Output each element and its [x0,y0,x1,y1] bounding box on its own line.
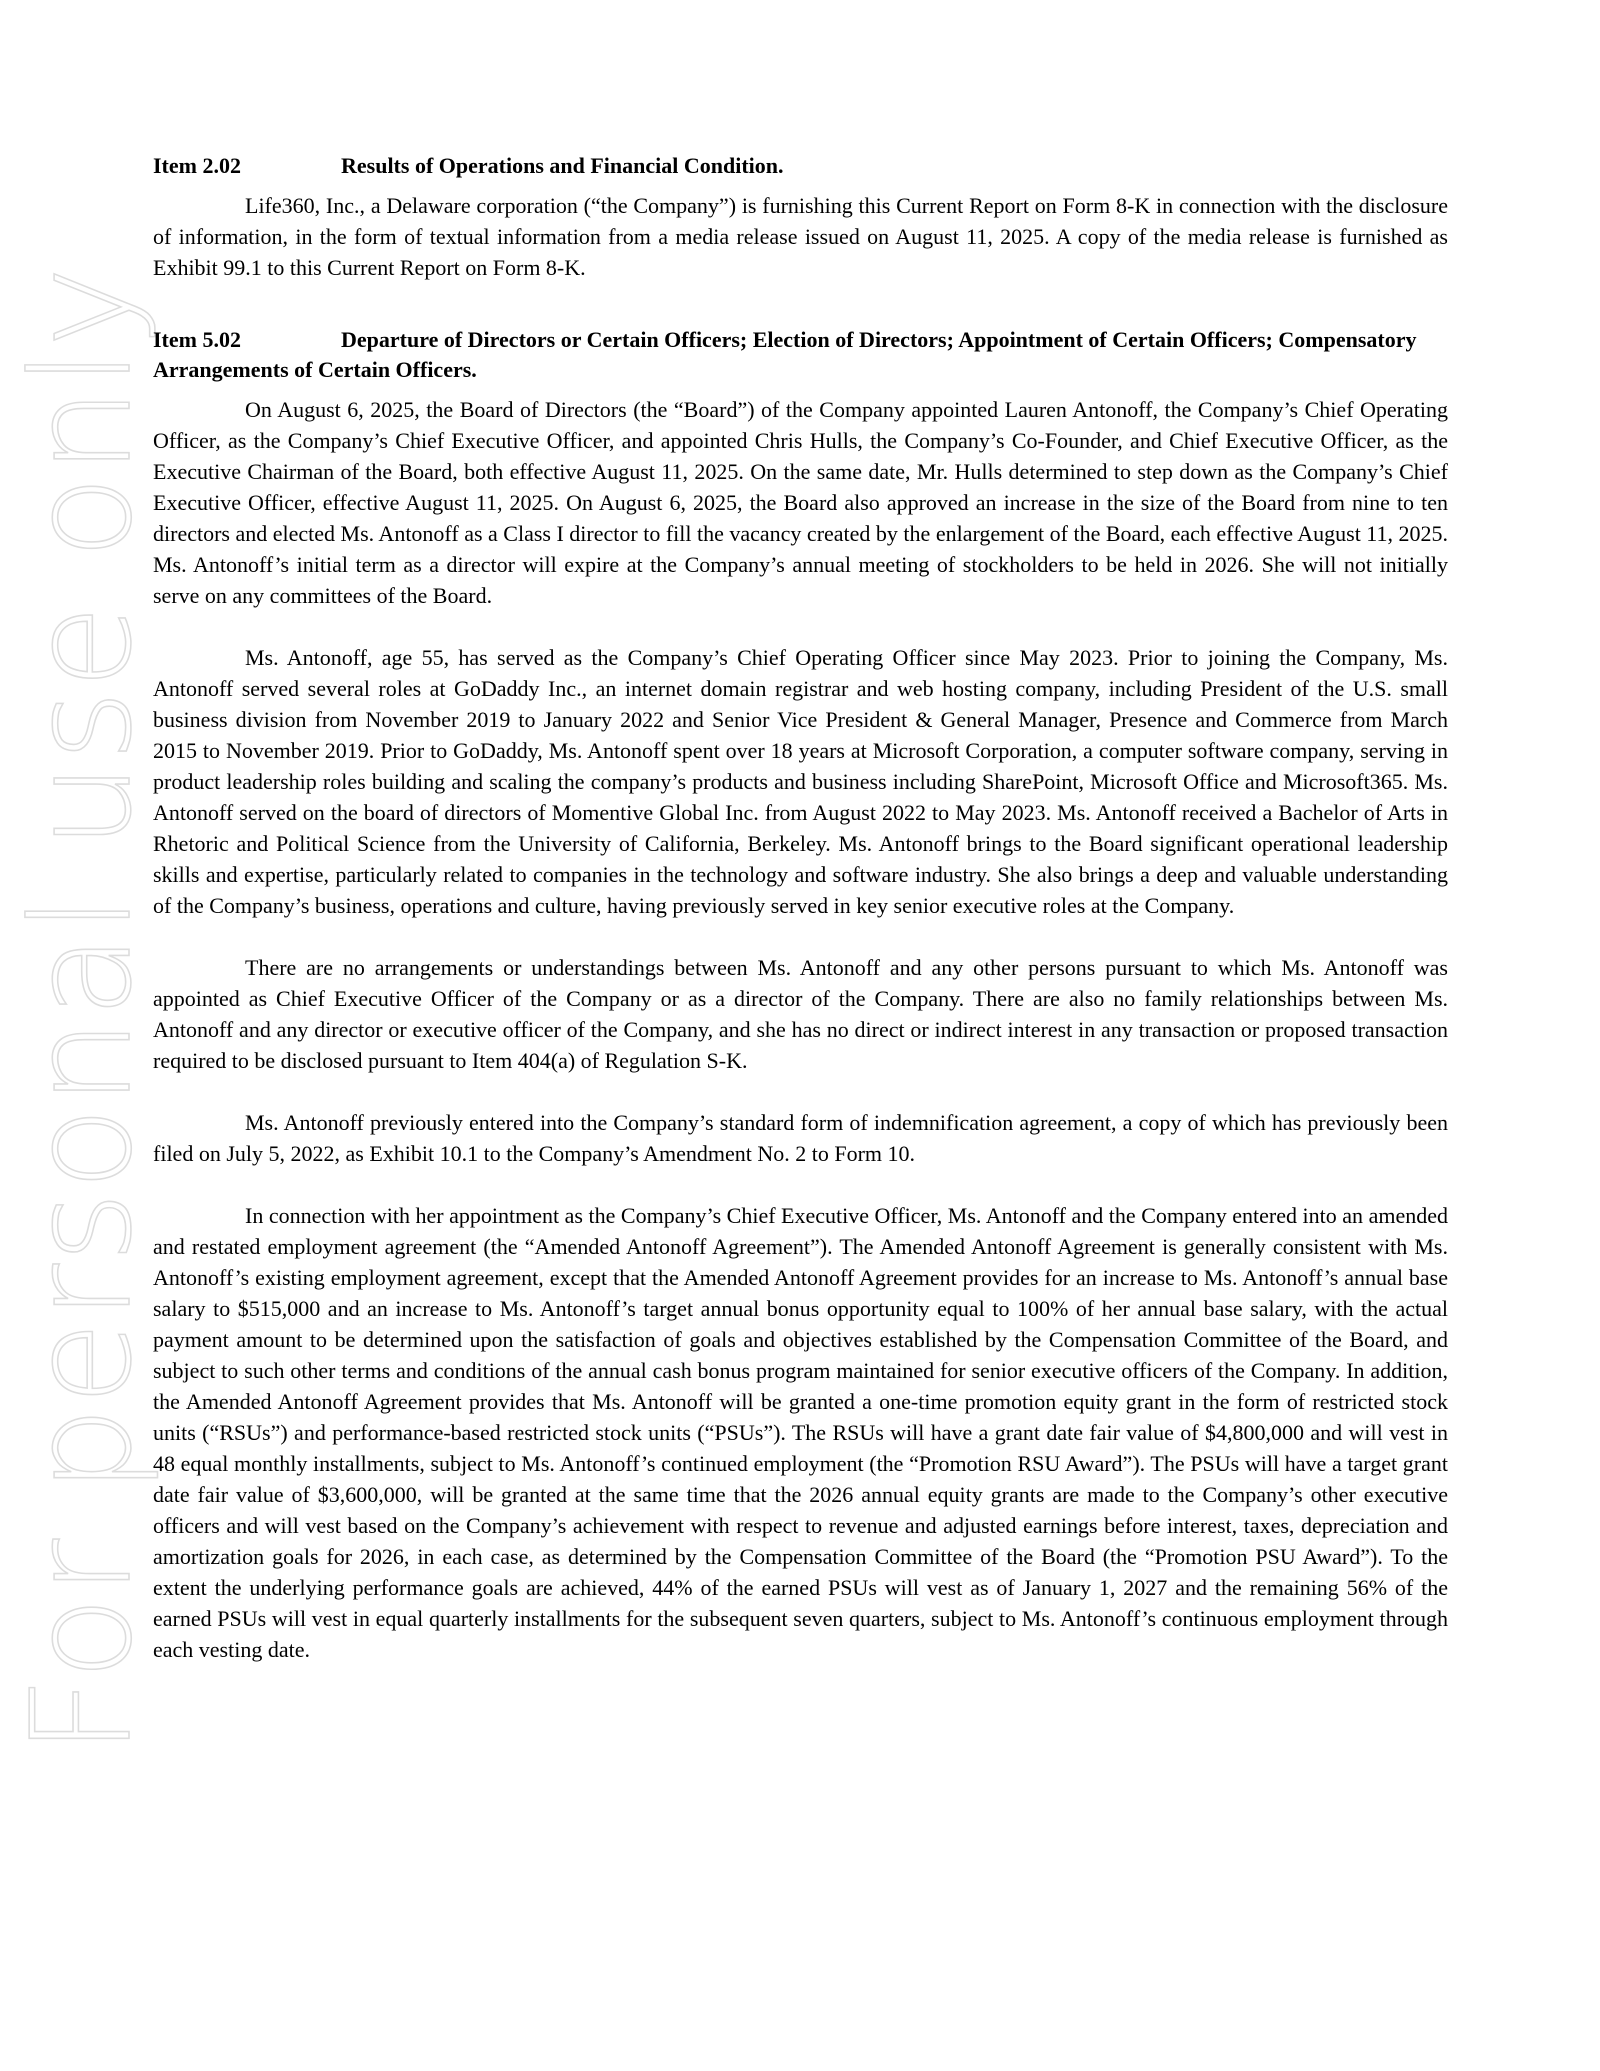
item-5-02-paragraph-5: In connection with her appointment as the Company’s Chief Executive Officer, Ms. Antonoff and the Company entered into an amended and restated employment agreement (the “Amended Antonoff Agreement”). The Amended Antonoff Agreement is generally consistent with Ms. Antonoff’s existing employment agreement, except that the Amended Antonoff Agreement provides for an increase to Ms. Antonoff’s annual base salary to $515,000 and an increase to Ms. Antonoff’s target annual bonus opportunity equal to 100% of her annual base salary, with the actual payment amount to be determined upon the satisfaction of goals and objectives established by the Compensation Committee of the Board, and subject to such other terms and conditions of the annual cash bonus program maintained for senior executive officers of the Company. In addition, the Amended Antonoff Agreement provides that Ms. Antonoff will be granted a one-time promotion equity grant in the form of restricted stock units (“RSUs”) and performance-based restricted stock units (“PSUs”). The RSUs will have a grant date fair value of $4,800,000 and will vest in 48 equal monthly installments, subject to Ms. Antonoff’s continued employment (the “Promotion RSU Award”). The PSUs will have a target grant date fair value of $3,600,000, will be granted at the same time that the 2026 annual equity grants are made to the Company’s other executive officers and will vest based on the Company’s achievement with respect to revenue and adjusted earnings before interest, taxes, depreciation and amortization goals for 2026, in each case, as determined by the Compensation Committee of the Board (the “Promotion PSU Award”). To the extent the underlying performance goals are achieved, 44% of the earned PSUs will vest as of January 1, 2027 and the remaining 56% of the earned PSUs will vest in equal quarterly installments for the subsequent seven quarters, subject to Ms. Antonoff’s continuous employment through each vesting date. [153,1203,1448,1662]
item-5-02-paragraph-2: Ms. Antonoff, age 55, has served as the Company’s Chief Operating Officer since May 2023. Prior to joining the Company, Ms. Antonoff served several roles at GoDaddy Inc., an internet domain registrar and web hosting company, including President of the U.S. small business division from November 2019 to January 2022 and Senior Vice President & General Manager, Presence and Commerce from March 2015 to November 2019. Prior to GoDaddy, Ms. Antonoff spent over 18 years at Microsoft Corporation, a computer software company, serving in product leadership roles building and scaling the company’s products and business including SharePoint, Microsoft Office and Microsoft365. Ms. Antonoff served on the board of directors of Momentive Global Inc. from August 2022 to May 2023. Ms. Antonoff received a Bachelor of Arts in Rhetoric and Political Science from the University of California, Berkeley. Ms. Antonoff brings to the Board significant operational leadership skills and expertise, particularly related to companies in the technology and software industry. She also brings a deep and valuable understanding of the Company’s business, operations and culture, having previously served in key senior executive roles at the Company. [153,645,1448,918]
item-2-02-title: Results of Operations and Financial Condition. [341,153,784,178]
item-5-02-paragraph-1: On August 6, 2025, the Board of Directors (the “Board”) of the Company appointed Lauren Antonoff, the Company’s Chief Operating Officer, as the Company’s Chief Executive Officer, and appointed Chris Hulls, the Company’s Co-Founder, and Chief Executive Officer, as the Executive Chairman of the Board, both effective August 11, 2025. On the same date, Mr. Hulls determined to step down as the Company’s Chief Executive Officer, effective August 11, 2025. On August 6, 2025, the Board also approved an increase in the size of the Board from nine to ten directors and elected Ms. Antonoff as a Class I director to fill the vacancy created by the enlargement of the Board, each effective August 11, 2025. Ms. Antonoff’s initial term as a director will expire at the Company’s annual meeting of stockholders to be held in 2026. She will not initially serve on any committees of the Board. [153,397,1448,608]
item-2-02-paragraph-1: Life360, Inc., a Delaware corporation (“the Company”) is furnishing this Current Report on Form 8-K in connection with the disclosure of information, in the form of textual information from a media release issued on August 11, 2025. A copy of the media release is furnished as Exhibit 99.1 to this Current Report on Form 8-K. [153,193,1448,280]
item-5-02-paragraph-3: There are no arrangements or understandings between Ms. Antonoff and any other persons pursuant to which Ms. Antonoff was appointed as Chief Executive Officer of the Company or as a director of the Company. There are also no family relationships between Ms. Antonoff and any director or executive officer of the Company, and she has no direct or indirect interest in any transaction or proposed transaction required to be disclosed pursuant to Item 404(a) of Regulation S-K. [153,955,1448,1073]
item-5-02-number: Item 5.02 [153,327,241,352]
item-5-02-heading [153,325,1448,385]
item-2-02-heading [153,151,1448,181]
document-page [153,151,1448,1665]
item-5-02-paragraph-4: Ms. Antonoff previously entered into the Company’s standard form of indemnification agreement, a copy of which has previously been filed on July 5, 2022, as Exhibit 10.1 to the Company’s Amendment No. 2 to Form 10. [153,1110,1448,1166]
personal-use-watermark: For personal use only [3,265,162,1755]
item-2-02-number: Item 2.02 [153,153,241,178]
item-5-02-title: Departure of Directors or Certain Officers; Election of Directors; Appointment of Certain Officers; Compensatory Arrangements of Certain Officers. [153,327,1417,382]
